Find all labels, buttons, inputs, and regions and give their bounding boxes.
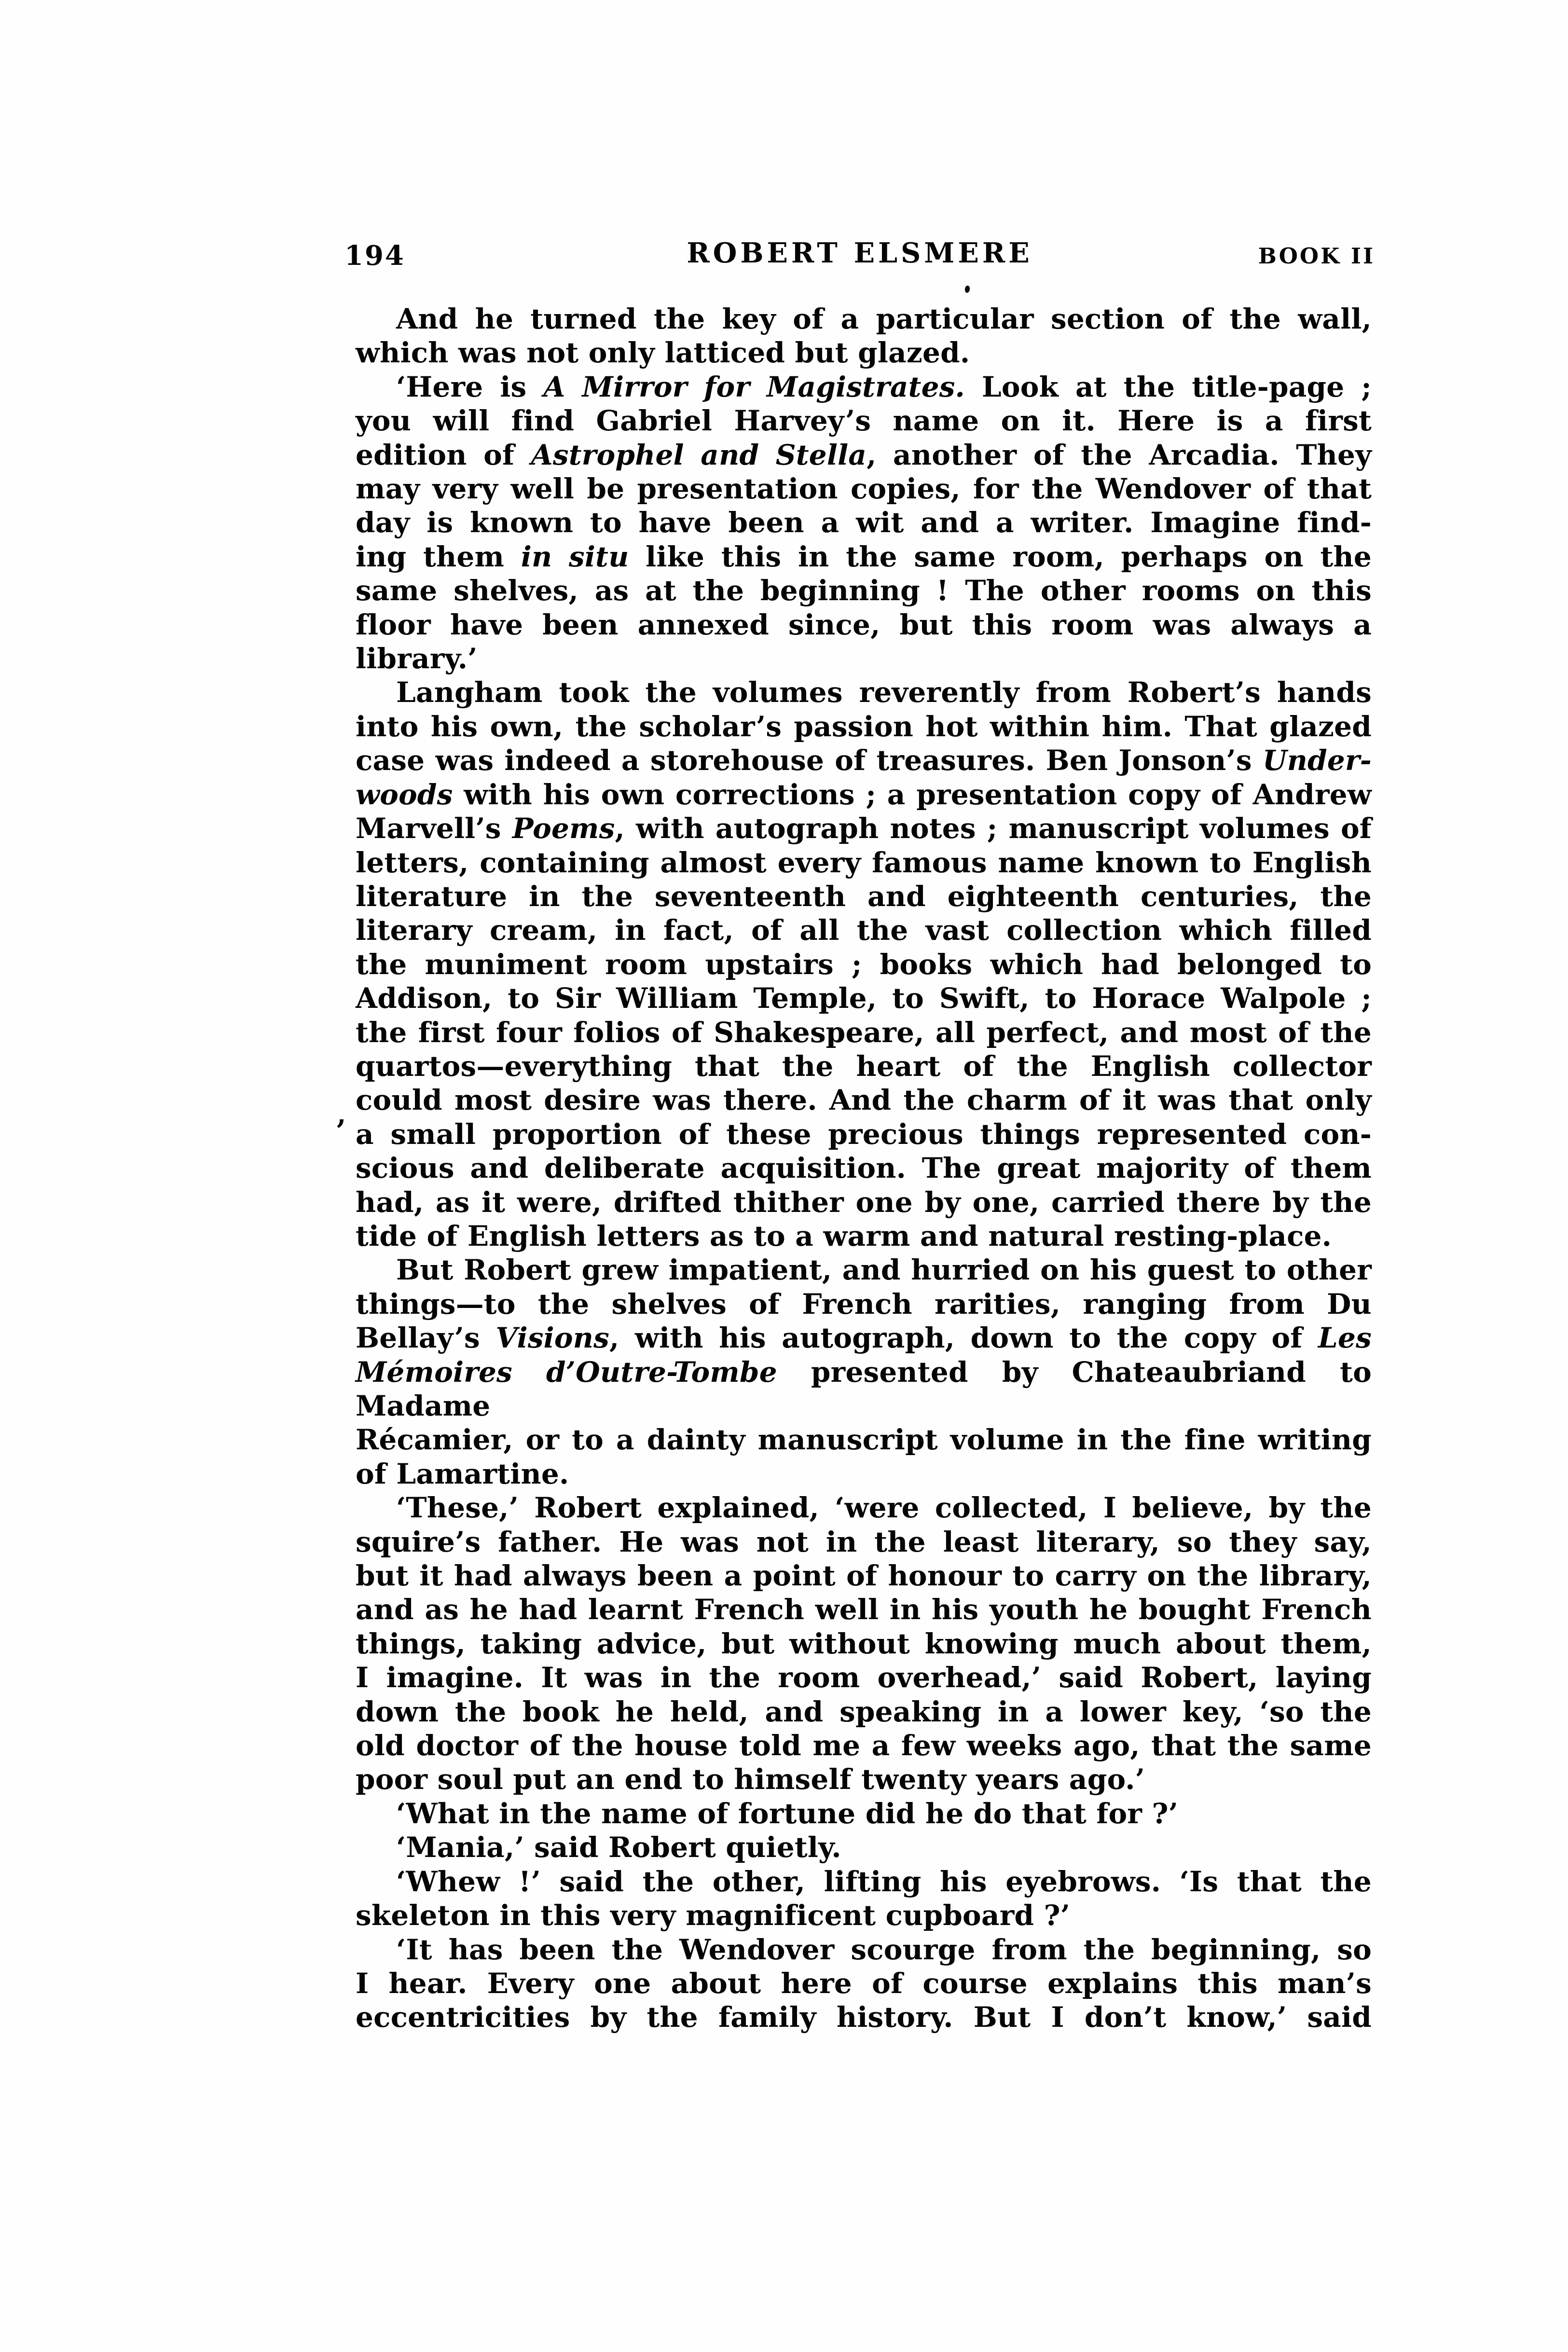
paragraph-4-line-1: But Robert grew impatient, and hurried on his guest to other xyxy=(396,1253,1372,1287)
paragraph-5-line-2: squire’s father. He was not in the least literary, so they say, xyxy=(356,1525,1372,1558)
text-block xyxy=(356,302,1372,2035)
paragraph-9-line-2: I hear. Every one about here of course explains this man’s xyxy=(356,1967,1372,2000)
paragraph-4-line-5: Récamier, or to a dainty manuscript volume in the fine writing xyxy=(356,1423,1372,1457)
paragraph-3-line-7: literature in the seventeenth and eighteenth centuries, the xyxy=(356,880,1372,913)
paragraph-5-line-9: poor soul put an end to himself twenty years ago.’ xyxy=(356,1763,1145,1796)
paragraph-3-line-4: woods with his own corrections ; a presentation copy of Andrew xyxy=(356,778,1372,811)
paragraph-2-line-4: may very well be presentation copies, for the Wendover of that xyxy=(356,472,1372,506)
book-section-label: BOOK II xyxy=(1258,243,1375,269)
paragraph-4-line-3: Bellay’s Visions, with his autograph, down to the copy of Les xyxy=(356,1321,1372,1355)
paragraph-2-line-2: you will find Gabriel Harvey’s name on it. Here is a first xyxy=(356,404,1372,438)
paragraph-5-line-8: old doctor of the house told me a few weeks ago, that the same xyxy=(356,1729,1372,1762)
paragraph-3-line-1: Langham took the volumes reverently from Robert’s hands xyxy=(396,676,1372,709)
paragraph-5-line-3: but it had always been a point of honour to carry on the library, xyxy=(356,1559,1372,1593)
paragraph-2-line-3: edition of Astrophel and Stella, another of the Arcadia. They xyxy=(356,438,1372,471)
paragraph-2-line-8: floor have been annexed since, but this room was always a xyxy=(356,608,1372,641)
running-title: ROBERT ELSMERE xyxy=(687,237,1033,269)
paragraph-3-line-13: could most desire was there. And the charm of it was that only xyxy=(356,1084,1372,1117)
paragraph-1-line-2: which was not only latticed but glazed. xyxy=(356,336,970,370)
paragraph-3-line-15: scious and deliberate acquisition. The great majority of them xyxy=(356,1152,1372,1185)
paragraph-5-line-1: ‘These,’ Robert explained, ‘were collected, I believe, by the xyxy=(396,1491,1372,1525)
paragraph-4-line-6: of Lamartine. xyxy=(356,1457,569,1490)
paragraph-3-line-9: the muniment room upstairs ; books which had belonged to xyxy=(356,948,1372,981)
paragraph-2-line-6: ing them in situ like this in the same room, perhaps on the xyxy=(356,540,1372,573)
paragraph-2-line-1: ‘Here is A Mirror for Magistrates. Look at the title-page ; xyxy=(396,370,1372,403)
paragraph-7-line-1: ‘Mania,’ said Robert quietly. xyxy=(396,1831,841,1864)
paragraph-3-line-8: literary cream, in fact, of all the vast collection which filled xyxy=(356,914,1372,947)
paragraph-6-line-1: ‘What in the name of fortune did he do that for ?’ xyxy=(396,1797,1179,1830)
page-header xyxy=(344,239,1375,278)
scan-artifact-dot xyxy=(964,285,970,293)
paragraph-3-line-12: quartos—everything that the heart of the English collector xyxy=(356,1049,1372,1083)
paragraph-3-line-10: Addison, to Sir William Temple, to Swift, to Horace Walpole ; xyxy=(356,982,1372,1015)
paragraph-2-line-5: day is known to have been a wit and a writer. Imagine find- xyxy=(356,506,1372,539)
paragraph-5-line-6: I imagine. It was in the room overhead,’ said Robert, laying xyxy=(356,1661,1372,1694)
paragraph-3-line-17: tide of English letters as to a warm and natural resting-place. xyxy=(356,1219,1332,1252)
paragraph-3-line-3: case was indeed a storehouse of treasures. Ben Jonson’s Under- xyxy=(356,744,1372,777)
page-number: 194 xyxy=(344,240,405,272)
paragraph-3-line-11: the first four folios of Shakespeare, all perfect, and most of the xyxy=(356,1016,1372,1049)
paragraph-1-line-1: And he turned the key of a particular section of the wall, xyxy=(396,303,1372,335)
paragraph-3-line-5: Marvell’s Poems, with autograph notes ; manuscript volumes of xyxy=(356,812,1372,845)
paragraph-9-line-1: ‘It has been the Wendover scourge from the beginning, so xyxy=(396,1933,1372,1966)
paragraph-3-line-2: into his own, the scholar’s passion hot within him. That glazed xyxy=(356,710,1372,743)
paragraph-3-line-6: letters, containing almost every famous name known to English xyxy=(356,846,1372,879)
paragraph-5-line-4: and as he had learnt French well in his youth he bought French xyxy=(356,1593,1372,1626)
paragraph-8-line-2: skeleton in this very magnificent cupboard ?’ xyxy=(356,1899,1071,1932)
paragraph-9-line-3: eccentricities by the family history. But I don’t know,’ said xyxy=(356,2001,1372,2034)
paragraph-4-line-4: Mémoires d’Outre-Tombe presented by Chateaubriand to Madame xyxy=(356,1355,1372,1422)
paragraph-5-line-5: things, taking advice, but without knowing much about them, xyxy=(356,1627,1372,1660)
paragraph-8-line-1: ‘Whew !’ said the other, lifting his eyebrows. ‘Is that the xyxy=(396,1865,1372,1898)
scan-artifact-margin-comma: , xyxy=(337,1099,346,1130)
paragraph-4-line-2: things—to the shelves of French rarities, ranging from Du xyxy=(356,1287,1372,1320)
paragraph-2-line-9: library.’ xyxy=(356,642,478,675)
paragraph-2-line-7: same shelves, as at the beginning ! The other rooms on this xyxy=(356,574,1372,607)
paragraph-5-line-7: down the book he held, and speaking in a lower key, ‘so the xyxy=(356,1695,1372,1728)
paragraph-3-line-14: a small proportion of these precious things represented con- xyxy=(356,1117,1372,1151)
paragraph-3-line-16: had, as it were, drifted thither one by one, carried there by the xyxy=(356,1185,1372,1219)
